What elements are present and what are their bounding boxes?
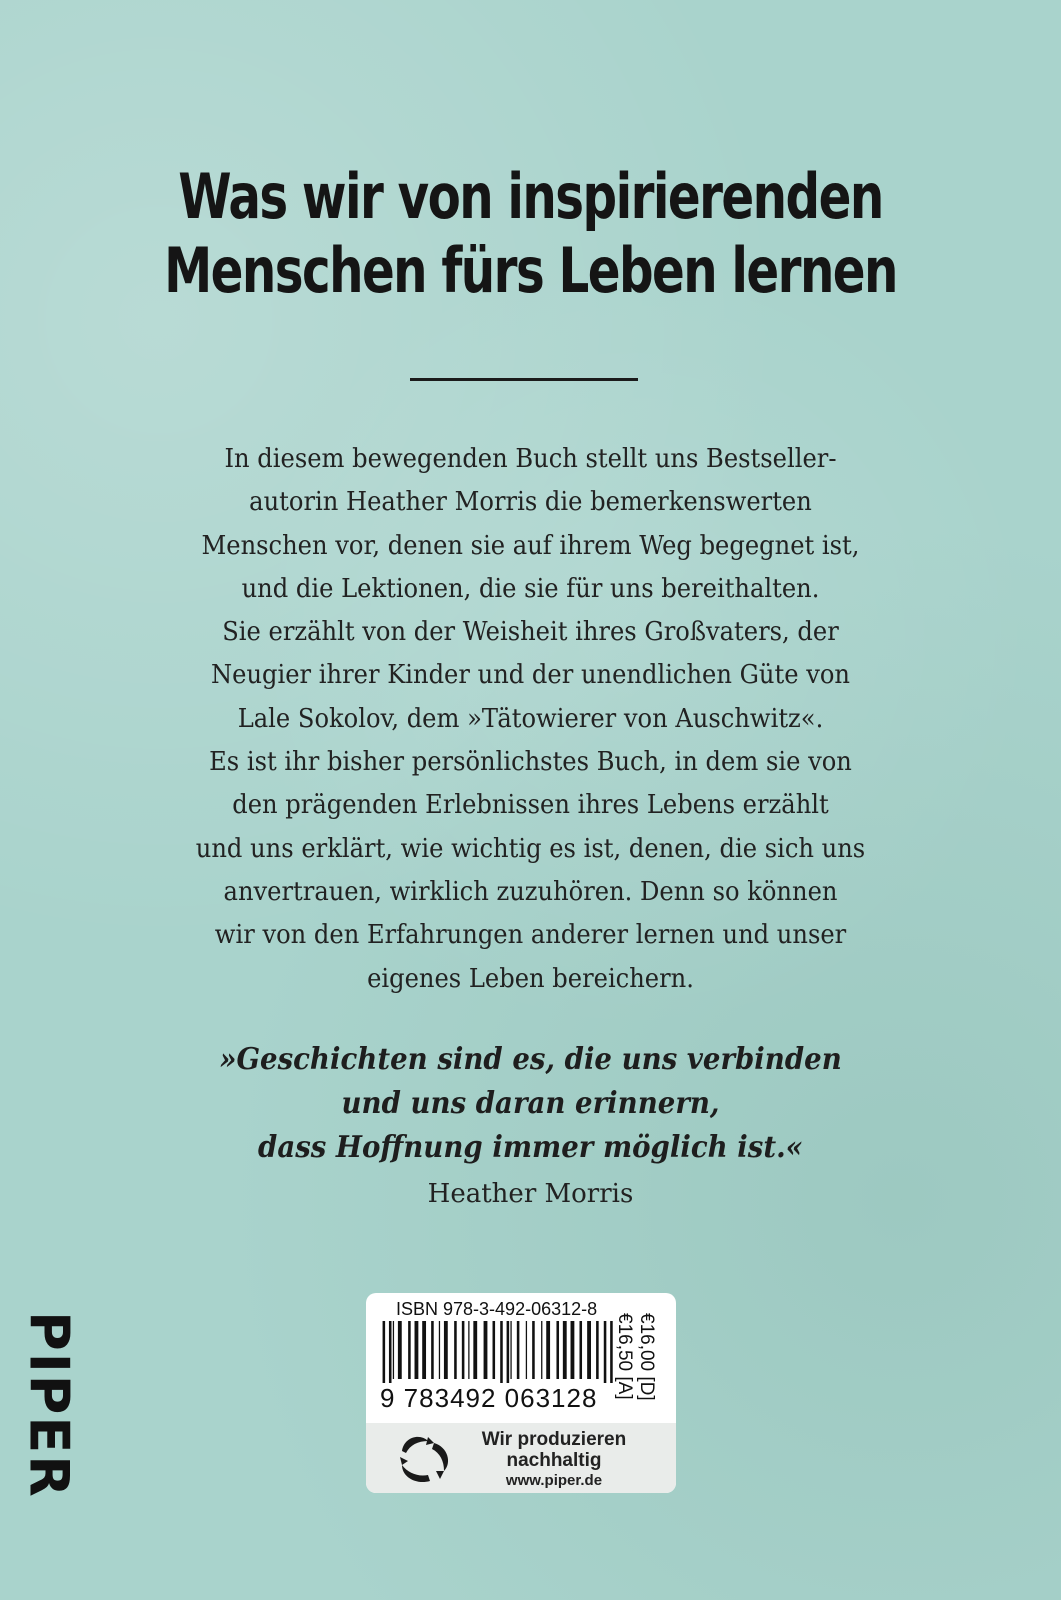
barcode-bar [571, 1321, 575, 1379]
quote-line: und uns daran erinnern, [341, 1086, 720, 1121]
barcode-bar [389, 1321, 392, 1383]
blurb-line: und uns erklärt, wie wichtig es ist, denen, die sich uns [195, 833, 866, 864]
barcode-bar [517, 1321, 520, 1379]
blurb-line: wir von den Erfahrungen anderer lernen und unser [214, 920, 847, 951]
barcode-bar [462, 1321, 465, 1379]
barcode-bar [541, 1321, 542, 1379]
recycle-leaves-icon [394, 1429, 454, 1487]
headline-line-2: Menschen fürs Leben lernen [164, 234, 897, 307]
barcode-bar [500, 1321, 503, 1383]
barcode-bars [380, 1321, 616, 1383]
headline [117, 160, 945, 308]
barcode-bar [587, 1321, 591, 1379]
barcode-bar [383, 1321, 386, 1383]
barcode-bar [596, 1321, 599, 1379]
blurb-line: anvertrauen, wirklich zuzuhören. Denn so können [223, 876, 838, 907]
barcode-bar [507, 1321, 510, 1383]
blurb-line: Menschen vor, denen sie auf ihrem Weg begegnet ist, [201, 530, 860, 561]
divider-rule [410, 378, 638, 381]
eco-text [454, 1429, 654, 1491]
barcode-bar [532, 1321, 535, 1379]
blurb-line: Lale Sokolov, dem »Tätowierer von Auschwitz«. [237, 703, 824, 734]
price-austria: €16,50 [A] [614, 1313, 635, 1400]
barcode-bar [422, 1321, 426, 1379]
barcode-bar [526, 1321, 527, 1379]
barcode-bar [415, 1321, 419, 1379]
barcode-bar [604, 1321, 607, 1383]
barcode-bar [408, 1321, 411, 1379]
barcode-bar [393, 1321, 394, 1379]
price-column [614, 1313, 676, 1413]
blurb-line: autorin Heather Morris die bemerkenswerten [249, 487, 812, 518]
barcode-bar [493, 1321, 496, 1379]
barcode-bar [468, 1321, 469, 1379]
blurb-line: und die Lektionen, die sie für uns bereithalten. [241, 573, 820, 604]
headline-line-1: Was wir von inspirierenden [178, 160, 883, 233]
eco-line-2: nachhaltig [506, 1450, 602, 1471]
barcode-label [366, 1293, 676, 1493]
price-germany: €16,00 [D] [636, 1313, 657, 1401]
blurb-text [120, 438, 941, 1001]
barcode-bar [510, 1321, 511, 1379]
eco-strip [366, 1423, 676, 1493]
quote-attribution: Heather Morris [427, 1179, 634, 1209]
publisher-logo-text: PIPER [17, 1311, 81, 1499]
blurb-line: den prägenden Erlebnissen ihres Lebens erzählt [232, 790, 829, 821]
blurb-line: eigenes Leben bereichern. [367, 963, 694, 994]
blurb-line: Sie erzählt von der Weisheit ihres Großvaters, der [222, 617, 839, 648]
eco-line-1: Wir produzieren [481, 1429, 627, 1450]
isbn-text: ISBN 978-3-492-06312-8 [396, 1299, 598, 1319]
barcode-bar [398, 1321, 402, 1379]
barcode-bar [444, 1321, 448, 1379]
publisher-logo [14, 1310, 84, 1500]
blurb-line: Es ist ihr bisher persönlichstes Buch, in dem sie von [209, 747, 852, 778]
barcode-bar [563, 1321, 567, 1379]
barcode-bar [484, 1321, 488, 1379]
eco-url: www.piper.de [505, 1472, 603, 1489]
barcode-bar [556, 1321, 559, 1379]
blurb-line: In diesem bewegenden Buch stellt uns Bestseller- [224, 444, 837, 474]
blurb-line: Neugier ihrer Kinder und der unendlichen Güte von [210, 660, 851, 691]
barcode-bar [439, 1321, 440, 1379]
barcode-bar [454, 1321, 457, 1379]
pull-quote [120, 1038, 941, 1170]
barcode-bar [579, 1321, 582, 1379]
quote-line: »Geschichten sind es, die uns verbinden [219, 1042, 842, 1077]
barcode-bar [473, 1321, 477, 1379]
barcode-bar [431, 1321, 434, 1379]
barcode-bar [546, 1321, 550, 1379]
quote-line: dass Hoffnung immer möglich ist.« [258, 1130, 803, 1165]
barcode-digits: 9 783492 063128 [380, 1383, 598, 1413]
